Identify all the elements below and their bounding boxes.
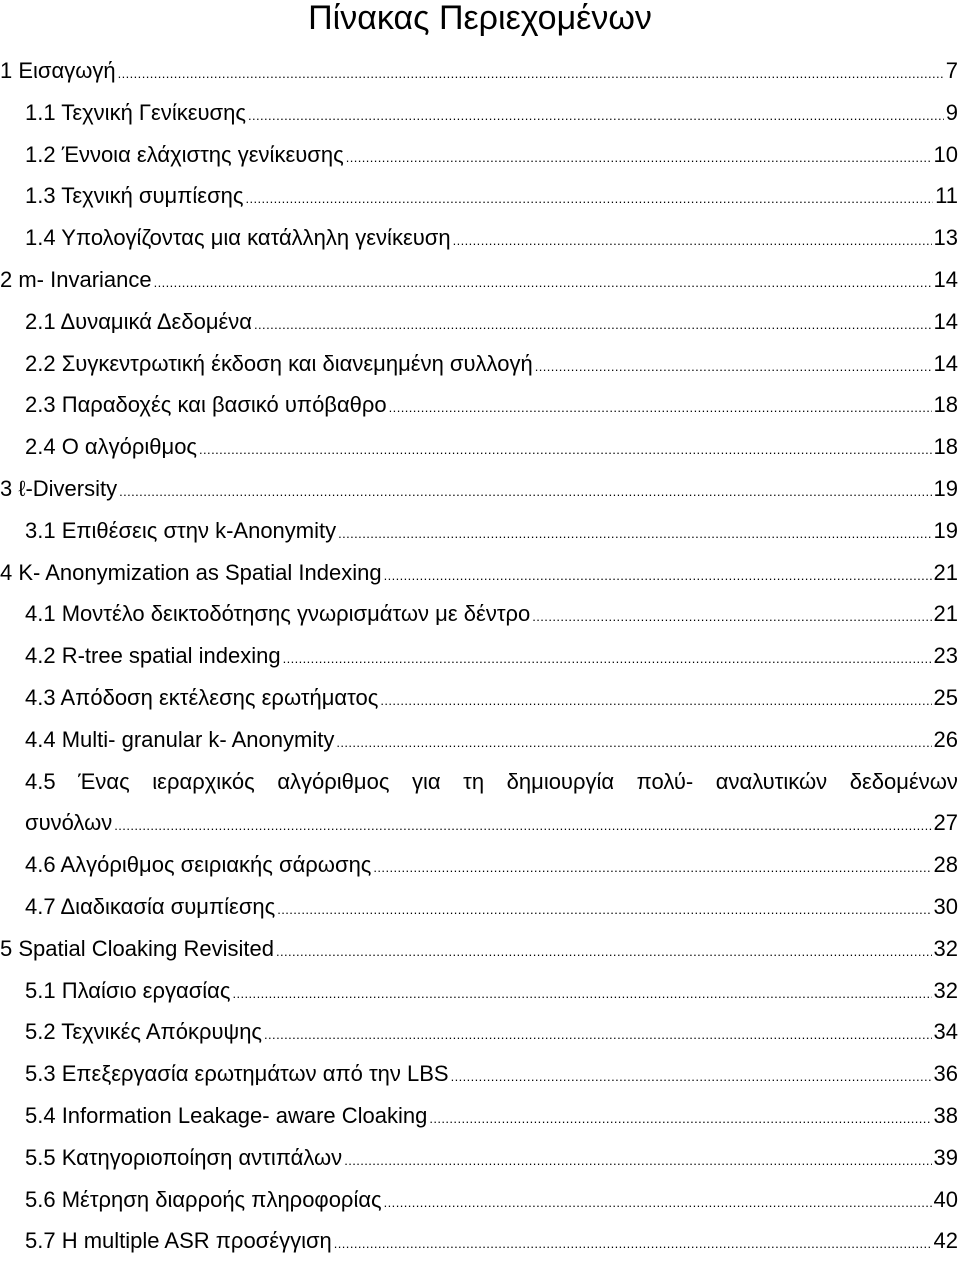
toc-entry-page-number: 25: [933, 684, 958, 710]
dot-leader: [248, 95, 944, 137]
toc-entry-label: 5.1 Πλαίσιο εργασίας: [25, 977, 231, 1003]
toc-entry[interactable]: [0, 92, 958, 134]
toc-entry[interactable]: [0, 1095, 958, 1137]
toc-entry-label: 4.2 R-tree spatial indexing: [25, 643, 281, 669]
toc-entry[interactable]: [0, 301, 958, 343]
toc-entry-label: 3.1 Επιθέσεις στην k-Anonymity: [25, 517, 337, 543]
toc-entry[interactable]: [0, 134, 958, 176]
toc-entry-page-number: 42: [933, 1228, 958, 1254]
toc-entry-page-number: 32: [933, 935, 958, 961]
toc-entry-page-number: 21: [933, 601, 958, 627]
toc-entry-label: 2.2 Συγκεντρωτική έκδοση και διανεμημένη συλλογή: [25, 350, 533, 376]
dot-leader: [276, 931, 932, 973]
toc-entry-page-number: 13: [933, 225, 958, 251]
toc-entry[interactable]: [0, 384, 958, 426]
dot-leader: [373, 847, 931, 889]
toc-entry-label: 1.2 Έννοια ελάχιστης γενίκευσης: [25, 141, 344, 167]
dot-leader: [277, 889, 931, 931]
toc-entry-page-number: 39: [933, 1144, 958, 1170]
toc-entry-word: αλγόριθμος: [277, 768, 390, 794]
toc-entry[interactable]: [0, 719, 958, 761]
toc-entry-word: δημιουργία: [506, 768, 615, 794]
dot-leader: [344, 1140, 931, 1182]
toc-entry-label: 5.4 Information Leakage- aware Cloaking: [25, 1102, 428, 1128]
toc-entry-label: 1.3 Τεχνική συμπίεσης: [25, 183, 244, 209]
dot-leader: [429, 1098, 931, 1140]
toc-entry-page-number: 27: [933, 810, 958, 836]
toc-entry-label: 4 K- Anonymization as Spatial Indexing: [0, 559, 382, 585]
dot-leader: [384, 555, 932, 597]
toc-entry[interactable]: [0, 593, 958, 635]
toc-entry-word: Ένας: [78, 768, 130, 794]
toc-entry-label: 4.4 Multi- granular k- Anonymity: [25, 726, 335, 752]
toc-entry-page-number: 18: [933, 392, 958, 418]
toc-entry[interactable]: [0, 50, 958, 92]
dot-leader: [384, 1182, 932, 1224]
toc-entry-label: 2.4 Ο αλγόριθμος: [25, 434, 198, 460]
toc-entry-page-number: 30: [933, 893, 958, 919]
toc-entry-label: 5.5 Κατηγοριοποίηση αντιπάλων: [25, 1144, 343, 1170]
toc-entry-label: 5.7 H multiple ASR προσέγγιση: [25, 1228, 332, 1254]
toc-entry-page-number: 7: [945, 58, 958, 83]
dot-leader: [334, 1223, 932, 1265]
dot-leader: [114, 805, 931, 847]
toc-entry[interactable]: [0, 677, 958, 719]
toc-entry-page-number: 9: [945, 99, 958, 125]
toc-entry-page-number: 40: [933, 1186, 958, 1212]
toc-entry[interactable]: [0, 761, 958, 845]
toc-entry-page-number: 11: [935, 183, 958, 209]
dot-leader: [380, 680, 931, 722]
dot-leader: [154, 262, 932, 304]
toc-entry-word: πολύ-: [636, 768, 694, 794]
toc-entry-word: 4.5: [25, 768, 56, 794]
dot-leader: [535, 346, 932, 388]
toc-entry-word: δεδομένων: [849, 768, 958, 794]
toc-entry-label: 4.7 Διαδικασία συμπίεσης: [25, 893, 276, 919]
toc-entry-label: 5.2 Τεχνικές Απόκρυψης: [25, 1019, 263, 1045]
toc-entry-page-number: 38: [933, 1102, 958, 1128]
toc-entry-page-number: 18: [933, 434, 958, 460]
toc-entry-label: 1.1 Τεχνική Γενίκευσης: [25, 99, 246, 125]
toc-entry-page-number: 32: [933, 977, 958, 1003]
toc-entry[interactable]: [0, 468, 958, 510]
toc-entry-label: [25, 761, 958, 803]
toc-entry[interactable]: [0, 886, 958, 928]
toc-entry[interactable]: [0, 259, 958, 301]
toc-entry[interactable]: [0, 970, 958, 1012]
toc-entry[interactable]: [0, 552, 958, 594]
toc-entry[interactable]: [0, 343, 958, 385]
toc-entry-word: ιεραρχικός: [152, 768, 255, 794]
dot-leader: [336, 722, 931, 764]
dot-leader: [453, 220, 932, 262]
toc-entry[interactable]: [0, 844, 958, 886]
dot-leader: [451, 1056, 932, 1098]
toc-entry-label: 4.6 Αλγόριθμος σειριακής σάρωσης: [25, 852, 372, 878]
toc-entry[interactable]: [0, 1011, 958, 1053]
toc-entry[interactable]: [0, 175, 958, 217]
toc-entry[interactable]: [0, 635, 958, 677]
toc-entry[interactable]: [0, 1053, 958, 1095]
toc-entry-label: 1.4 Υπολογίζοντας μια κατάλληλη γενίκευση: [25, 225, 451, 251]
toc-entry[interactable]: [0, 1137, 958, 1179]
toc-entry[interactable]: [0, 217, 958, 259]
toc-entry-page-number: 28: [933, 852, 958, 878]
toc-entry-label: 2.1 Δυναμικά Δεδομένα: [25, 308, 253, 334]
toc-entry-label: 5 Spatial Cloaking Revisited: [0, 935, 274, 961]
toc-entry-label: 2 m- Invariance: [0, 266, 152, 292]
toc-entry-page-number: 23: [933, 643, 958, 669]
toc-entry-label: 2.3 Παραδοχές και βασικό υπόβαθρο: [25, 392, 387, 418]
toc-entry[interactable]: [0, 1179, 958, 1221]
toc-entry-word: αναλυτικών: [715, 768, 828, 794]
toc-entry-page-number: 26: [933, 726, 958, 752]
toc-entry-page-number: 19: [933, 475, 958, 501]
dot-leader: [118, 53, 944, 95]
toc-entry-word: τη: [463, 768, 485, 794]
toc-entry-page-number: 14: [933, 308, 958, 334]
toc-entry[interactable]: [0, 510, 958, 552]
toc-entry-page-number: 21: [933, 559, 958, 585]
toc-entry-label: 4.3 Απόδοση εκτέλεσης ερωτήματος: [25, 684, 379, 710]
toc-entry-page-number: 14: [933, 350, 958, 376]
dot-leader: [532, 596, 931, 638]
page-title: Πίνακας Περιεχομένων: [308, 0, 652, 37]
toc-entry-label: 5.3 Επεξεργασία ερωτημάτων από την LBS: [25, 1061, 449, 1087]
toc-entry[interactable]: [0, 928, 958, 970]
dot-leader: [199, 429, 931, 471]
dot-leader: [119, 471, 931, 513]
toc-entry-label: 3 ℓ-Diversity: [0, 475, 118, 501]
toc-entry-page-number: 14: [933, 266, 958, 292]
toc-entry-page-number: 34: [933, 1019, 958, 1045]
dot-leader: [264, 1014, 931, 1056]
toc-entry-label: 5.6 Μέτρηση διαρροής πληροφορίας: [25, 1186, 382, 1212]
toc-entry[interactable]: [0, 426, 958, 468]
dot-leader: [254, 304, 931, 346]
toc-entry-page-number: 36: [933, 1061, 958, 1087]
dot-leader: [389, 387, 932, 429]
toc-entry-page-number: 10: [933, 141, 958, 167]
table-of-contents: [0, 50, 958, 1262]
toc-entry-label: 1 Εισαγωγή: [0, 58, 116, 83]
toc-entry-page-number: 19: [933, 517, 958, 543]
dot-leader: [346, 137, 932, 179]
dot-leader: [283, 638, 932, 680]
toc-entry-label: 4.1 Μοντέλο δεικτοδότησης γνωρισμάτων με δέντρο: [25, 601, 531, 627]
dot-leader: [246, 178, 934, 220]
toc-entry[interactable]: [0, 1220, 958, 1262]
dot-leader: [233, 973, 932, 1015]
toc-entry-label-continued: συνόλων: [25, 810, 113, 836]
toc-entry-word: για: [411, 768, 441, 794]
dot-leader: [338, 513, 931, 555]
